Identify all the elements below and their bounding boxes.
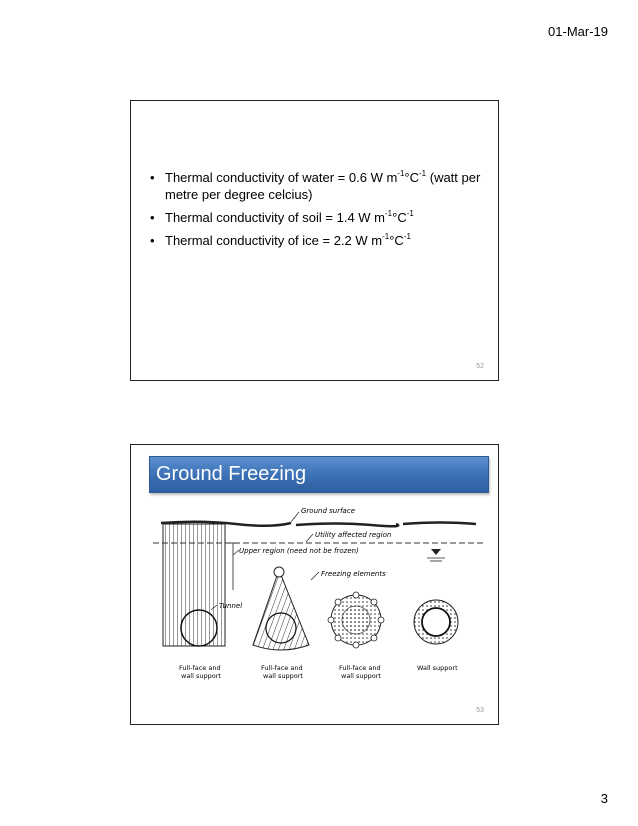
- caption-line: wall support: [341, 672, 381, 680]
- caption-line: Full-face and: [261, 664, 303, 672]
- caption-line: Full-face and: [179, 664, 221, 672]
- unit-text: °C: [392, 210, 407, 225]
- label-ground-surface: Ground surface: [301, 507, 355, 515]
- caption-line: wall support: [181, 672, 221, 680]
- frozen-ring-wall: [414, 600, 458, 644]
- bullet-text: Thermal conductivity of ice = 2.2 W m: [165, 233, 383, 248]
- freezing-cone: [253, 570, 309, 650]
- superscript: -1: [385, 209, 393, 218]
- slide-number: 53: [476, 707, 484, 714]
- label-freezing-elements: Freezing elements: [321, 570, 386, 578]
- bullet-text: Thermal conductivity of water = 0.6 W m: [165, 170, 398, 185]
- ground-freezing-figure: [141, 500, 491, 695]
- bullet-item: [147, 232, 487, 249]
- label-utility-region: Utility affected region: [315, 531, 392, 539]
- superscript: -1: [403, 232, 411, 241]
- water-table-icon: [427, 549, 445, 561]
- slide-title: Ground Freezing: [156, 463, 307, 485]
- full-face-column: [163, 524, 225, 646]
- bullet-list: [147, 169, 487, 255]
- superscript: -1: [406, 209, 414, 218]
- bullet-dot-icon: •: [150, 233, 155, 248]
- bullet-tail: (watt per metre per degree celcius): [165, 170, 481, 202]
- figure-captions: [179, 664, 458, 680]
- bullet-item: [147, 169, 487, 203]
- title-bar: [149, 456, 489, 493]
- frozen-ring-full: [328, 592, 384, 648]
- bullet-text: Thermal conductivity of soil = 1.4 W m: [165, 210, 385, 225]
- freezing-pipe-top: [274, 567, 284, 577]
- superscript: -1: [397, 169, 405, 178]
- slide-52: [130, 100, 499, 381]
- slide-number: 52: [476, 363, 484, 370]
- bullet-item: [147, 209, 487, 226]
- superscript: -1: [382, 232, 390, 241]
- label-upper-region: Upper region (need not be frozen): [239, 547, 359, 555]
- unit-text: °C: [389, 233, 404, 248]
- page-number: 3: [600, 791, 608, 806]
- label-tunnel: Tunnel: [219, 602, 243, 610]
- caption-line: wall support: [263, 672, 303, 680]
- superscript: -1: [419, 169, 427, 178]
- caption-line: Wall support: [417, 664, 458, 672]
- page-date: 01-Mar-19: [548, 24, 608, 39]
- bullet-dot-icon: •: [150, 170, 155, 185]
- slide-53: [130, 444, 499, 725]
- caption-line: Full-face and: [339, 664, 381, 672]
- unit-text: °C: [404, 170, 419, 185]
- bullet-dot-icon: •: [150, 210, 155, 225]
